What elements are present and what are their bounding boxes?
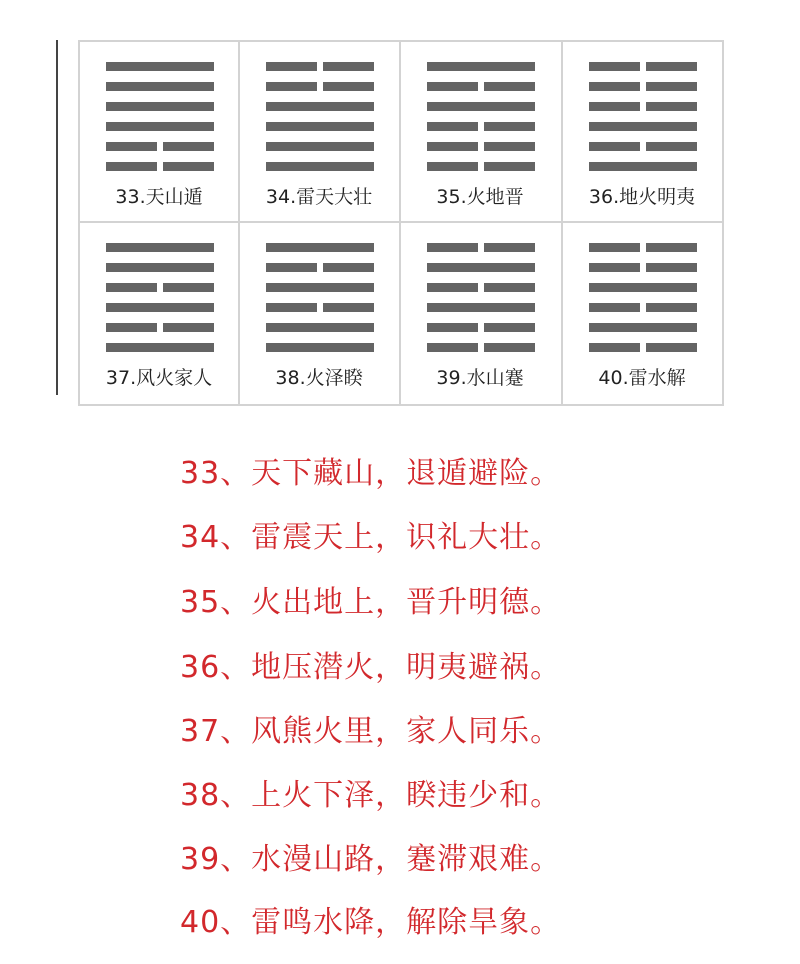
yang-line bbox=[106, 263, 214, 272]
yin-line bbox=[106, 142, 214, 151]
line-segment bbox=[266, 343, 374, 352]
line-segment bbox=[163, 283, 214, 292]
line-segment bbox=[427, 102, 535, 111]
yin-line bbox=[266, 303, 374, 312]
yin-line bbox=[427, 283, 535, 292]
hexagram-cell-37 bbox=[80, 223, 238, 403]
verse-line: 34、雷震天上，识礼大壮。 bbox=[180, 520, 562, 555]
yin-line bbox=[589, 343, 697, 352]
verse-line: 33、天下藏山，退遁避险。 bbox=[180, 456, 562, 491]
hexagram-cell-39 bbox=[401, 223, 559, 403]
line-segment bbox=[646, 303, 697, 312]
yin-line bbox=[589, 82, 697, 91]
line-segment bbox=[106, 283, 157, 292]
line-segment bbox=[646, 243, 697, 252]
line-segment bbox=[646, 82, 697, 91]
yin-line bbox=[106, 162, 214, 171]
line-segment bbox=[106, 323, 157, 332]
yin-line bbox=[427, 82, 535, 91]
grid-divider bbox=[78, 404, 724, 406]
yin-line bbox=[589, 62, 697, 71]
verse-line: 37、风熊火里，家人同乐。 bbox=[180, 714, 562, 749]
line-segment bbox=[106, 102, 214, 111]
line-segment bbox=[266, 142, 374, 151]
hexagram-cell-38 bbox=[240, 223, 398, 403]
hexagram-label: 39.水山蹇 bbox=[436, 367, 524, 389]
hexagram-symbol bbox=[589, 62, 697, 172]
line-segment bbox=[106, 303, 214, 312]
line-segment bbox=[427, 162, 478, 171]
yang-line bbox=[106, 303, 214, 312]
yin-line bbox=[427, 122, 535, 131]
line-segment bbox=[106, 343, 214, 352]
line-segment bbox=[427, 82, 478, 91]
line-segment bbox=[484, 142, 535, 151]
line-segment bbox=[646, 343, 697, 352]
line-segment bbox=[163, 142, 214, 151]
hexagram-symbol bbox=[266, 62, 374, 172]
yang-line bbox=[106, 82, 214, 91]
yin-line bbox=[266, 263, 374, 272]
yang-line bbox=[266, 102, 374, 111]
hexagram-symbol bbox=[266, 243, 374, 353]
verse-line: 38、上火下泽，睽违少和。 bbox=[180, 778, 562, 813]
hexagram-symbol bbox=[427, 243, 535, 353]
yin-line bbox=[427, 343, 535, 352]
yin-line bbox=[589, 142, 697, 151]
yin-line bbox=[589, 263, 697, 272]
yin-line bbox=[589, 243, 697, 252]
hexagram-label: 33.天山遁 bbox=[115, 186, 203, 208]
hexagram-symbol bbox=[427, 62, 535, 172]
line-segment bbox=[163, 162, 214, 171]
yang-line bbox=[589, 162, 697, 171]
line-segment bbox=[589, 263, 640, 272]
line-segment bbox=[484, 343, 535, 352]
yang-line bbox=[106, 122, 214, 131]
line-segment bbox=[427, 62, 535, 71]
verse-line: 36、地压潜火，明夷避祸。 bbox=[180, 650, 562, 685]
line-segment bbox=[427, 323, 478, 332]
yin-line bbox=[266, 82, 374, 91]
hexagram-cell-33 bbox=[80, 42, 238, 222]
line-segment bbox=[589, 243, 640, 252]
hexagram-symbol bbox=[106, 243, 214, 353]
line-segment bbox=[266, 243, 374, 252]
yin-line bbox=[266, 62, 374, 71]
hexagram-cell-34 bbox=[240, 42, 398, 222]
hexagram-cell-36 bbox=[563, 42, 721, 222]
line-segment bbox=[323, 82, 374, 91]
yang-line bbox=[266, 142, 374, 151]
yang-line bbox=[589, 283, 697, 292]
hexagram-label: 36.地火明夷 bbox=[588, 186, 696, 208]
line-segment bbox=[427, 283, 478, 292]
hexagram-symbol bbox=[589, 243, 697, 353]
yang-line bbox=[266, 323, 374, 332]
hexagram-label: 37.风火家人 bbox=[105, 367, 213, 389]
hexagram-cell-35 bbox=[401, 42, 559, 222]
line-segment bbox=[266, 263, 317, 272]
line-segment bbox=[427, 122, 478, 131]
yang-line bbox=[427, 62, 535, 71]
yin-line bbox=[427, 142, 535, 151]
line-segment bbox=[323, 62, 374, 71]
line-segment bbox=[266, 162, 374, 171]
line-segment bbox=[484, 243, 535, 252]
line-segment bbox=[646, 102, 697, 111]
verse-line: 35、火出地上，晋升明德。 bbox=[180, 585, 562, 620]
hexagram-cell-40 bbox=[563, 223, 721, 403]
line-segment bbox=[427, 142, 478, 151]
yang-line bbox=[589, 323, 697, 332]
line-segment bbox=[106, 142, 157, 151]
grid-divider bbox=[722, 40, 724, 406]
hexagram-symbol bbox=[106, 62, 214, 172]
yang-line bbox=[106, 62, 214, 71]
line-segment bbox=[266, 283, 374, 292]
yang-line bbox=[266, 283, 374, 292]
line-segment bbox=[646, 263, 697, 272]
left-margin-rule bbox=[56, 40, 58, 395]
line-segment bbox=[266, 82, 317, 91]
line-segment bbox=[589, 122, 697, 131]
line-segment bbox=[106, 82, 214, 91]
yang-line bbox=[266, 122, 374, 131]
line-segment bbox=[106, 162, 157, 171]
line-segment bbox=[484, 82, 535, 91]
yang-line bbox=[589, 122, 697, 131]
line-segment bbox=[427, 343, 478, 352]
yang-line bbox=[106, 102, 214, 111]
line-segment bbox=[589, 82, 640, 91]
line-segment bbox=[589, 323, 697, 332]
line-segment bbox=[427, 263, 535, 272]
yin-line bbox=[106, 323, 214, 332]
line-segment bbox=[266, 122, 374, 131]
hexagram-label: 34.雷天大壮 bbox=[265, 186, 373, 208]
line-segment bbox=[323, 263, 374, 272]
line-segment bbox=[589, 343, 640, 352]
hexagram-grid bbox=[78, 40, 724, 406]
hexagram-label: 40.雷水解 bbox=[598, 367, 686, 389]
yin-line bbox=[427, 162, 535, 171]
yin-line bbox=[427, 243, 535, 252]
line-segment bbox=[589, 283, 697, 292]
line-segment bbox=[589, 102, 640, 111]
line-segment bbox=[266, 323, 374, 332]
line-segment bbox=[589, 62, 640, 71]
line-segment bbox=[427, 243, 478, 252]
line-segment bbox=[106, 122, 214, 131]
line-segment bbox=[266, 303, 317, 312]
yang-line bbox=[266, 343, 374, 352]
line-segment bbox=[266, 102, 374, 111]
line-segment bbox=[427, 303, 535, 312]
yin-line bbox=[589, 102, 697, 111]
line-segment bbox=[106, 263, 214, 272]
hexagram-label: 35.火地晋 bbox=[436, 186, 524, 208]
hexagram-label: 38.火泽睽 bbox=[275, 367, 363, 389]
line-segment bbox=[266, 62, 317, 71]
yang-line bbox=[427, 303, 535, 312]
line-segment bbox=[646, 62, 697, 71]
line-segment bbox=[106, 62, 214, 71]
line-segment bbox=[106, 243, 214, 252]
yang-line bbox=[427, 102, 535, 111]
line-segment bbox=[589, 162, 697, 171]
line-segment bbox=[163, 323, 214, 332]
yang-line bbox=[427, 263, 535, 272]
line-segment bbox=[589, 142, 640, 151]
line-segment bbox=[484, 162, 535, 171]
yin-line bbox=[427, 323, 535, 332]
line-segment bbox=[646, 142, 697, 151]
line-segment bbox=[484, 122, 535, 131]
verse-line: 40、雷鸣水降，解除旱象。 bbox=[180, 905, 562, 940]
yin-line bbox=[589, 303, 697, 312]
verse-line: 39、水漫山路，蹇滞艰难。 bbox=[180, 842, 562, 877]
yang-line bbox=[266, 162, 374, 171]
line-segment bbox=[589, 303, 640, 312]
yang-line bbox=[266, 243, 374, 252]
yang-line bbox=[106, 243, 214, 252]
yin-line bbox=[106, 283, 214, 292]
line-segment bbox=[323, 303, 374, 312]
line-segment bbox=[484, 323, 535, 332]
line-segment bbox=[484, 283, 535, 292]
yang-line bbox=[106, 343, 214, 352]
